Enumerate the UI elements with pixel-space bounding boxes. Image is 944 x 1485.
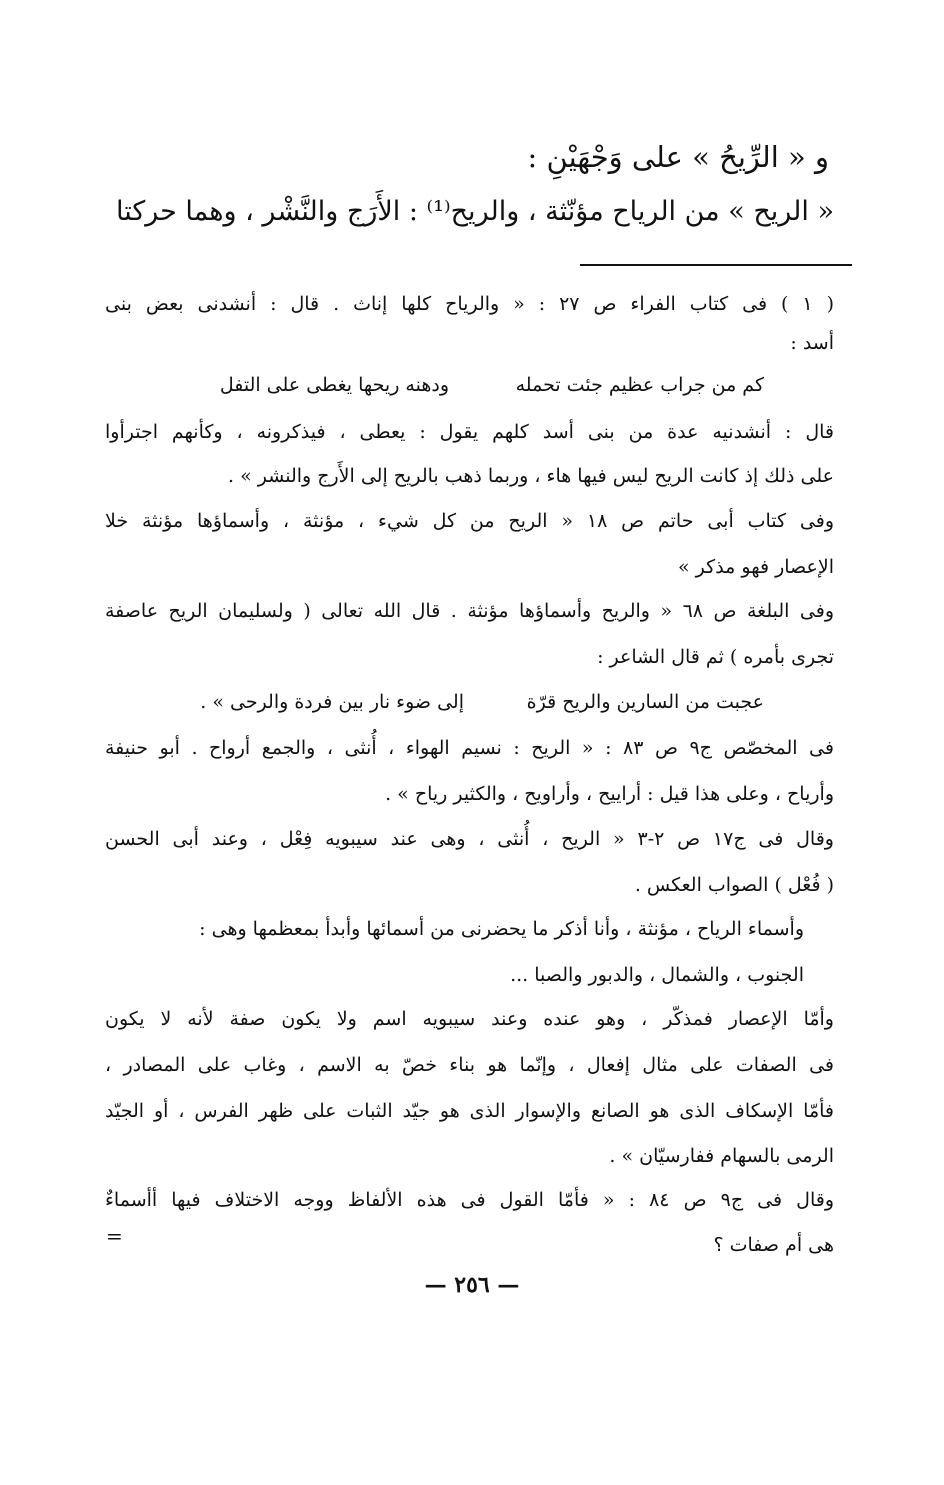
footnote-line: وقال فى ج٩ ص ٨٤ : « فأمّا القول فى هذه الألفاظ ووجه الاختلاف فيها أأسماءٌ (105, 1189, 834, 1211)
footnote-line: هى أم صفات ؟ (713, 1234, 834, 1256)
footnote-line: وأسماء الرياح ، مؤنثة ، وأنا أذكر ما يحضرنى من أسمائها وأبدأ بمعظمها وهى : (199, 918, 804, 940)
section-heading: و « الرِّيحُ » على وَجْهَيْنِ : (527, 140, 829, 174)
footnote-line: فأمّا الإسكاف الذى هو الصانع والإسوار الذى هو جيّد الثبات على ظهر الفرس ، أو الجيّد (105, 1100, 834, 1122)
page-number: — ٢٥٦ — (424, 1272, 520, 1298)
footnote-line: فى المخصّص ج٩ ص ٨٣ : « الريح : نسيم الهواء ، أُنثى ، والجمع أرواح . أبو حنيفة (105, 737, 834, 759)
footnote-line: وفى كتاب أبى حاتم ص ١٨ « الريح من كل شيء ، مؤنثة ، وأسماؤها مؤنثة خلا (105, 510, 835, 532)
footnote-line: فى الصفات على مثال إفعال ، وإنّما هو بناء خصّ به الاسم ، وغاب على المصادر ، (105, 1054, 834, 1076)
continuation-mark: = (106, 1224, 123, 1248)
footnote-line: تجرى بأمره ) ثم قال الشاعر : (597, 646, 834, 668)
footnote-line: وأرياح ، وعلى هذا قيل : أراييح ، وأراويح ، والكثير رياح » . (385, 783, 834, 805)
footnote-line: وفى البلغة ص ٦٨ « والريح وأسماؤها مؤنثة . قال الله تعالى ( ولسليمان الريح عاصفة (105, 600, 834, 622)
verse-hemistich-right: عجبت من السارين والريح قرّة (526, 691, 764, 713)
verse-hemistich-left: ودهنه ريحها يغطى على التفل (219, 374, 449, 396)
footnote-line: أسد : (790, 332, 834, 354)
footnote-line: على ذلك إذ كانت الريح ليس فيها هاء ، وربما ذهب بالريح إلى الأَرج والنشر » . (228, 465, 834, 487)
footnote-line: قال : أنشدنيه عدة من بنى أسد كلهم يقول : يعطى ، فيذكرونه ، وكأنهم اجترأوا (105, 421, 834, 443)
footnote-line: وأمّا الإعصار فمذكّر ، وهو عنده وعند سيبويه اسم ولا يكون صفة لأنه لا يكون (105, 1008, 834, 1030)
main-text-line: « الريح » من الرياح مؤنّثة ، والريح⁽¹⁾ : الأَرَج والنَّشْر ، وهما حركتا (116, 196, 834, 227)
footnote-line: ( ١ ) فى كتاب الفراء ص ٢٧ : « والرياح كلها إناث . قال : أنشدنى بعض بنى (105, 293, 834, 315)
footnote-line: ( فُعْل ) الصواب العكس . (634, 874, 834, 896)
footnote-line: وقال فى ج١٧ ص ٢-٣ « الريح ، أُنثى ، وهى عند سيبويه فِعْل ، وعند أبى الحسن (105, 828, 834, 850)
footnote-line: الجنوب ، والشمال ، والدبور والصبا ... (510, 964, 804, 986)
footnote-separator (580, 264, 852, 266)
verse-hemistich-left: إلى ضوء نار بين فردة والرحى » . (200, 691, 464, 713)
verse-hemistich-right: كم من جراب عظيم جئت تحمله (515, 374, 764, 396)
footnote-line: الإعصار فهو مذكر » (678, 556, 834, 578)
footnote-line: الرمى بالسهام ففارسيّان » . (609, 1145, 834, 1167)
